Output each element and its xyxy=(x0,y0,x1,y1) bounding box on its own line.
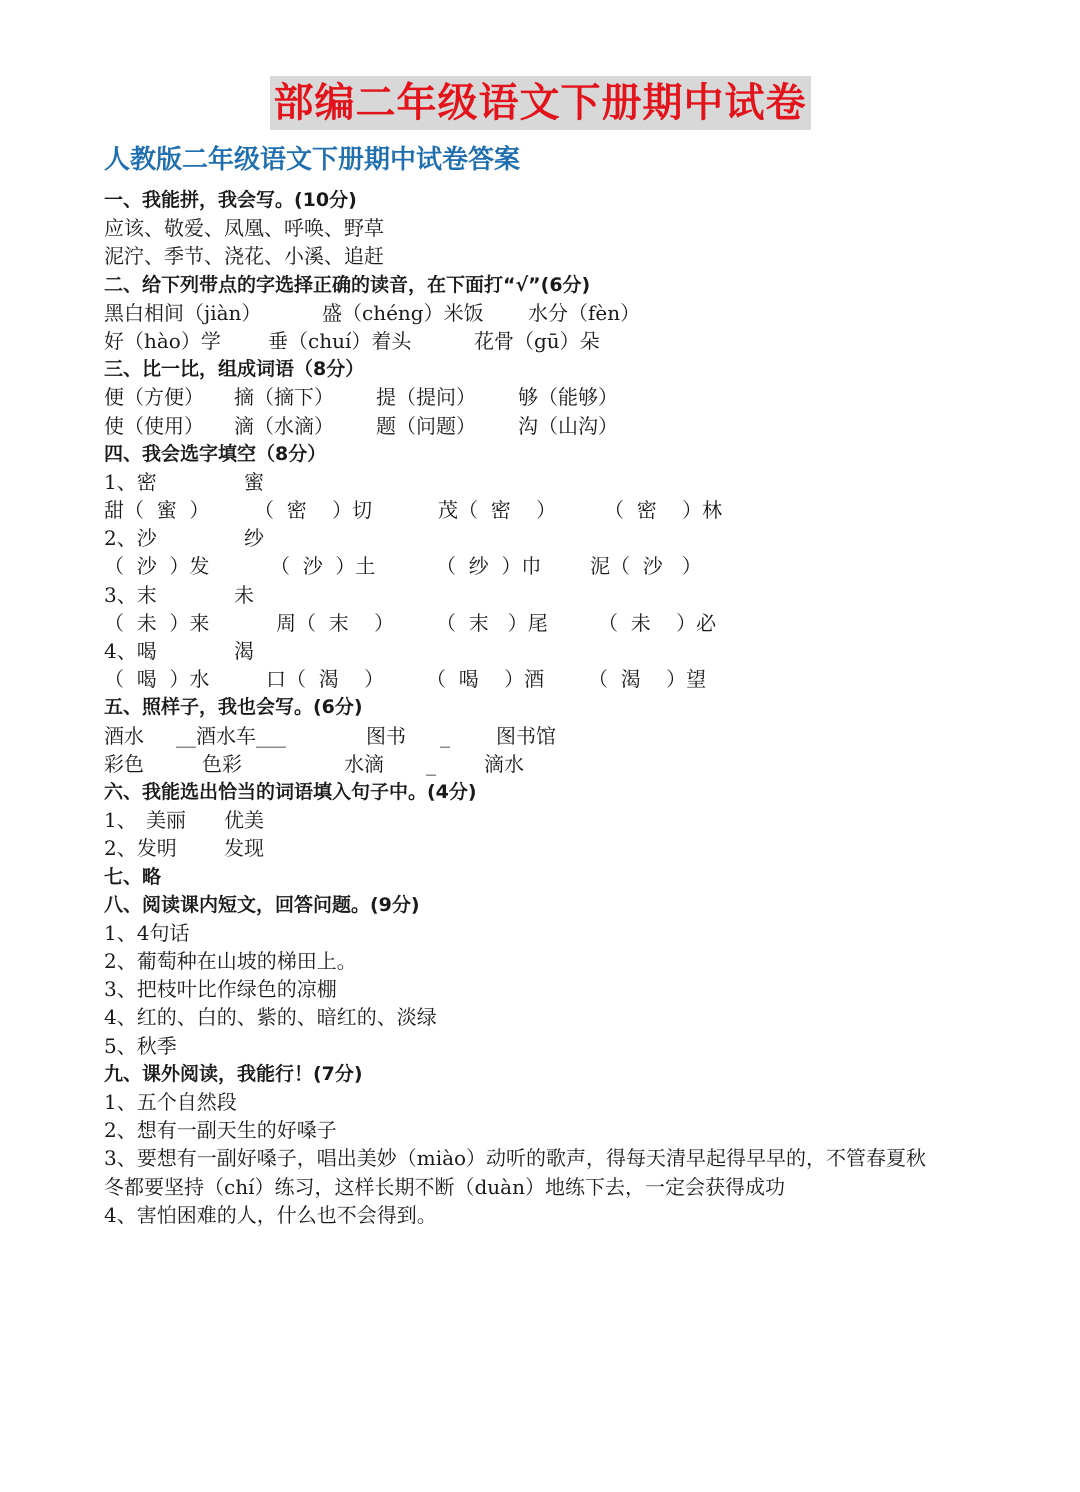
question-label: 2、沙 xyxy=(104,526,157,551)
answer-cell: 优美 xyxy=(224,808,264,833)
answer-cell: 沟（山沟） xyxy=(518,413,618,438)
question-label: 3、末 xyxy=(104,582,157,607)
answer-cell: （ 沙 ）土 xyxy=(270,554,376,579)
section-1-heading: 一、我能拼，我会写。(10分) xyxy=(104,189,357,211)
section-1-line: 泥泞、季节、浇花、小溪、追赶 xyxy=(104,244,384,269)
answer-cell: 发现 xyxy=(224,836,264,861)
answer-cell: _ xyxy=(426,751,436,776)
answer-cell: 水分（fèn） xyxy=(528,300,641,325)
section-4-answer-row xyxy=(104,496,1004,524)
question-label: 纱 xyxy=(244,526,264,551)
section-4-question-label xyxy=(104,637,1004,665)
title-wrap xyxy=(0,76,1080,130)
answer-content xyxy=(104,186,1004,1229)
answer-cell: （ 渴 ）望 xyxy=(588,667,707,692)
section-8-item: 3、把枝叶比作绿色的凉棚 xyxy=(104,977,337,1002)
section-5-heading: 五、照样子，我也会写。(6分) xyxy=(104,696,363,719)
answer-cell: （ 未 ）来 xyxy=(104,610,210,635)
answer-cell: 酒水 xyxy=(104,723,144,748)
document-subtitle: 人教版二年级语文下册期中试卷答案 xyxy=(104,145,521,175)
section-4-question-label xyxy=(104,468,1004,496)
answer-cell: （ 未 ）必 xyxy=(598,610,717,635)
answer-cell: 图书馆 xyxy=(496,723,556,748)
section-4-answer-row xyxy=(104,552,1004,580)
answer-cell: 水滴 xyxy=(344,751,384,776)
section-9-item-continuation: 冬都要坚持（chí）练习，这样长期不断（duàn）地练下去，一定会获得成功 xyxy=(104,1174,785,1199)
answer-cell: 图书 xyxy=(366,723,406,748)
section-2-row xyxy=(104,327,1004,355)
section-9-item: 4、害怕困难的人，什么也不会得到。 xyxy=(104,1202,437,1227)
answer-cell: 甜（ 蜜 ） xyxy=(104,498,210,523)
section-4-question-label xyxy=(104,581,1004,609)
section-9-item: 2、想有一副天生的好嗓子 xyxy=(104,1118,337,1143)
section-1-line: 应该、敬爱、凤凰、呼唤、野草 xyxy=(104,216,384,241)
section-3-row xyxy=(104,383,1004,411)
section-6-row xyxy=(104,806,1004,834)
section-8-item: 2、葡萄种在山坡的梯田上。 xyxy=(104,949,357,974)
section-9-heading: 九、课外阅读，我能行！(7分) xyxy=(104,1062,363,1085)
answer-cell: 色彩 xyxy=(202,751,242,776)
answer-cell: 好（hào）学 xyxy=(104,328,221,353)
answer-cell: （ 纱 ）巾 xyxy=(436,554,542,579)
question-label: 4、喝 xyxy=(104,639,157,663)
answer-cell: 口（ 渴 ） xyxy=(266,667,385,692)
answer-cell: 够（能够） xyxy=(518,385,618,410)
answer-cell: 摘（摘下） xyxy=(234,385,334,410)
answer-cell: 美丽 xyxy=(146,808,186,833)
answer-cell: __酒水车___ xyxy=(176,723,286,748)
section-4-question-label xyxy=(104,524,1004,552)
section-5-row xyxy=(104,750,1004,778)
section-8-item: 4、红的、白的、紫的、暗红的、淡绿 xyxy=(104,1005,437,1030)
section-2-heading: 二、给下列带点的字选择正确的读音，在下面打“√”(6分) xyxy=(104,273,591,296)
answer-cell: 周（ 末 ） xyxy=(276,610,395,635)
question-label: 1、密 xyxy=(104,469,157,494)
question-label: 未 xyxy=(234,582,254,607)
section-8-item: 1、4句话 xyxy=(104,920,190,945)
answer-cell: _ xyxy=(440,723,450,748)
answer-cell: （ 沙 ）发 xyxy=(104,554,210,579)
section-4-answer-row xyxy=(104,665,1004,693)
section-5-row xyxy=(104,722,1004,750)
document-title: 部编二年级语文下册期中试卷 xyxy=(270,76,811,130)
answer-cell: 滴（水滴） xyxy=(234,413,334,438)
section-8-heading: 八、阅读课内短文，回答问题。(9分) xyxy=(104,893,420,916)
section-4-answer-row xyxy=(104,609,1004,637)
section-2-row xyxy=(104,299,1004,327)
question-label: 渴 xyxy=(234,639,254,663)
answer-cell: 花骨（gū）朵 xyxy=(474,328,600,353)
answer-cell: （ 喝 ）酒 xyxy=(426,667,545,692)
section-7-heading: 七、略 xyxy=(104,865,162,888)
answer-cell: 便（方便） xyxy=(104,385,204,410)
section-9-item: 1、五个自然段 xyxy=(104,1090,237,1114)
answer-cell: 彩色 xyxy=(104,751,144,776)
answer-cell: （ 密 ）切 xyxy=(254,498,373,523)
answer-cell: 垂（chuí）着头 xyxy=(268,328,412,353)
answer-cell: 黑白相间（jiàn） xyxy=(104,300,262,325)
answer-cell: 使（使用） xyxy=(104,413,204,438)
answer-cell: 泥（ 沙 ） xyxy=(590,554,702,579)
answer-cell: （ 末 ）尾 xyxy=(436,610,548,635)
section-3-heading: 三、比一比，组成词语（8分） xyxy=(104,358,365,381)
answer-cell: 茂（ 密 ） xyxy=(438,498,557,523)
answer-cell: 滴水 xyxy=(484,751,524,776)
question-label: 蜜 xyxy=(244,469,264,494)
section-3-row xyxy=(104,412,1004,440)
section-9-item: 3、要想有一副好嗓子，唱出美妙（miào）动听的歌声，得每天清早起得早早的，不管春夏秋 xyxy=(104,1146,927,1171)
section-6-heading: 六、我能选出恰当的词语填入句子中。(4分) xyxy=(104,780,477,803)
answer-cell: 1、 xyxy=(104,808,137,833)
answer-cell: 提（提问） xyxy=(376,385,476,410)
answer-cell: （ 喝 ）水 xyxy=(104,667,210,692)
answer-cell: 题（问题） xyxy=(376,413,476,438)
section-8-item: 5、秋季 xyxy=(104,1033,177,1058)
answer-cell: （ 密 ）林 xyxy=(604,498,723,523)
answer-cell: 盛（chéng）米饭 xyxy=(322,300,484,325)
answer-cell: 2、发明 xyxy=(104,836,177,861)
section-6-row xyxy=(104,834,1004,862)
section-4-heading: 四、我会选字填空（8分） xyxy=(104,442,327,465)
